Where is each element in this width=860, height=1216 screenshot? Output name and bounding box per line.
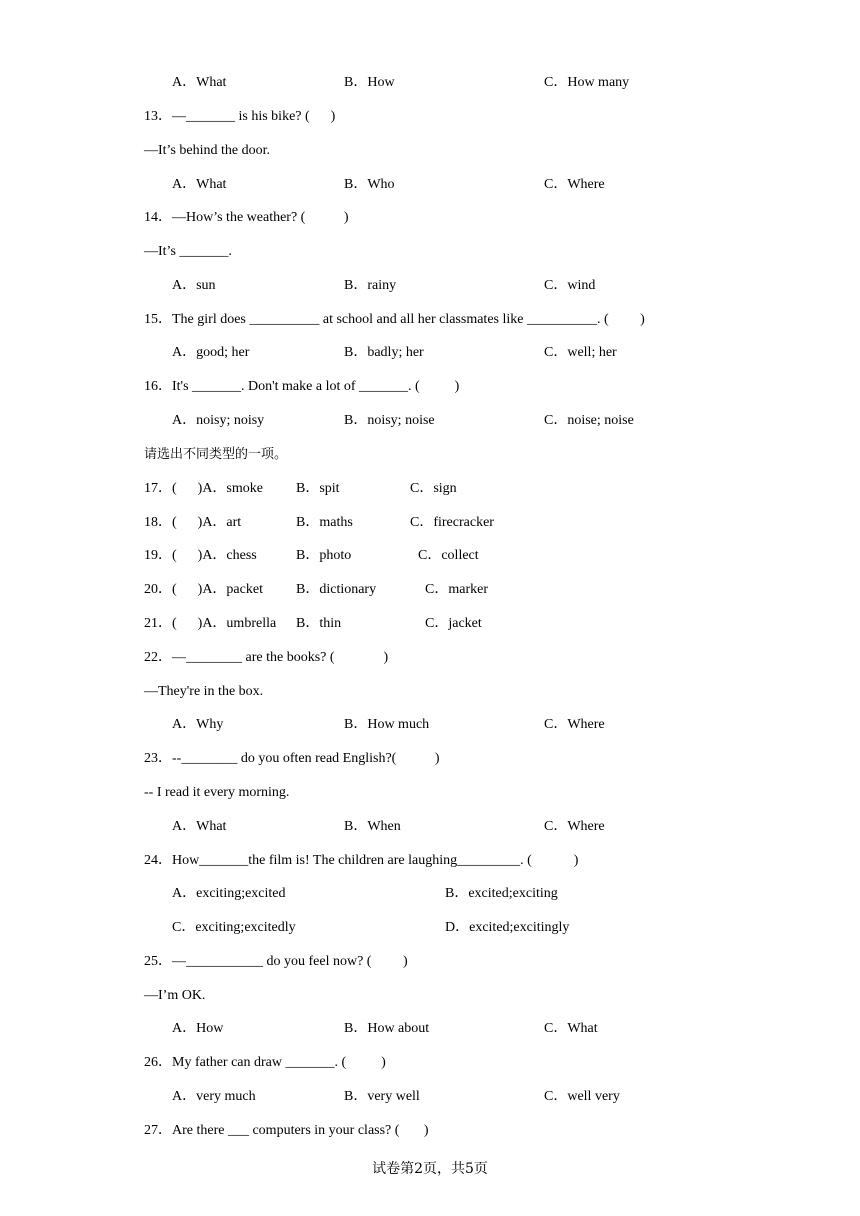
q26-option-c: C．well very (544, 1089, 620, 1104)
q17-option-b: B．spit (296, 481, 340, 496)
question-23-answer: -- I read it every morning. (144, 785, 290, 800)
q22-option-b: B．How much (344, 717, 430, 732)
q12-option-c: C．How many (544, 75, 630, 90)
question-13-answer: —It’s behind the door. (144, 143, 270, 158)
question-14-stem: 14．—How’s the weather? ( ) (144, 210, 349, 225)
question-20-row: 20．( )A．packet (144, 582, 263, 597)
question-25-stem: 25．—___________ do you feel now? ( ) (144, 954, 408, 969)
q21-option-c: C．jacket (425, 616, 482, 631)
q25-option-a: A．How (172, 1021, 224, 1036)
q13-option-b: B．Who (344, 177, 395, 192)
q18-option-c: C．firecracker (410, 515, 494, 530)
q16-option-b: B．noisy; noise (344, 413, 435, 428)
q23-option-a: A．What (172, 819, 227, 834)
question-25-answer: —I’m OK. (144, 988, 206, 1003)
question-14-answer: —It’s _______. (144, 244, 232, 259)
q20-option-c: C．marker (425, 582, 488, 597)
q24-option-c: C．exciting;excitedly (172, 920, 296, 935)
question-15-stem: 15．The girl does __________ at school and all her classmates like __________. ( ) (144, 312, 645, 327)
section-title: 请选出不同类型的一项。 (144, 447, 288, 462)
q22-option-c: C．Where (544, 717, 605, 732)
question-27-stem: 27．Are there ___ computers in your class? ( ) (144, 1123, 429, 1138)
question-17-row: 17．( )A．smoke (144, 481, 263, 496)
q16-option-a: A．noisy; noisy (172, 413, 265, 428)
q21-option-b: B．thin (296, 616, 342, 631)
question-19-row: 19．( )A．chess (144, 548, 257, 563)
q13-option-c: C．Where (544, 177, 605, 192)
question-16-stem: 16．It's _______. Don't make a lot of _______. ( ) (144, 379, 460, 394)
q19-option-b: B．photo (296, 548, 352, 563)
q17-option-c: C．sign (410, 481, 457, 496)
q13-option-a: A．What (172, 177, 227, 192)
q24-option-b: B．excited;exciting (445, 886, 558, 901)
q14-option-b: B．rainy (344, 278, 397, 293)
q15-option-b: B．badly; her (344, 345, 424, 360)
q12-option-b: B．How (344, 75, 395, 90)
q23-option-b: B．When (344, 819, 401, 834)
q15-option-a: A．good; her (172, 345, 250, 360)
question-13-stem: 13．—_______ is his bike? ( ) (144, 109, 336, 124)
page-footer: 试卷第2页，共5页 (372, 1161, 488, 1177)
question-18-row: 18．( )A．art (144, 515, 242, 530)
q25-option-b: B．How about (344, 1021, 430, 1036)
q16-option-c: C．noise; noise (544, 413, 634, 428)
q22-option-a: A．Why (172, 717, 224, 732)
q15-option-c: C．well; her (544, 345, 617, 360)
question-26-stem: 26．My father can draw _______. ( ) (144, 1055, 386, 1070)
question-21-row: 21．( )A．umbrella (144, 616, 277, 631)
q26-option-b: B．very well (344, 1089, 420, 1104)
question-23-stem: 23．--________ do you often read English?( ) (144, 751, 440, 766)
q20-option-b: B．dictionary (296, 582, 377, 597)
question-24-stem: 24．How_______the film is! The children are laughing_________. ( ) (144, 853, 579, 868)
q24-option-a: A．exciting;excited (172, 886, 286, 901)
question-22-stem: 22．—________ are the books? ( ) (144, 650, 389, 665)
q18-option-b: B．maths (296, 515, 353, 530)
q19-option-c: C．collect (418, 548, 479, 563)
q26-option-a: A．very much (172, 1089, 256, 1104)
q24-option-d: D．excited;excitingly (445, 920, 570, 935)
question-22-answer: —They're in the box. (144, 684, 264, 699)
q14-option-c: C．wind (544, 278, 596, 293)
q12-option-a: A．What (172, 75, 227, 90)
q23-option-c: C．Where (544, 819, 605, 834)
q14-option-a: A．sun (172, 278, 216, 293)
q25-option-c: C．What (544, 1021, 598, 1036)
